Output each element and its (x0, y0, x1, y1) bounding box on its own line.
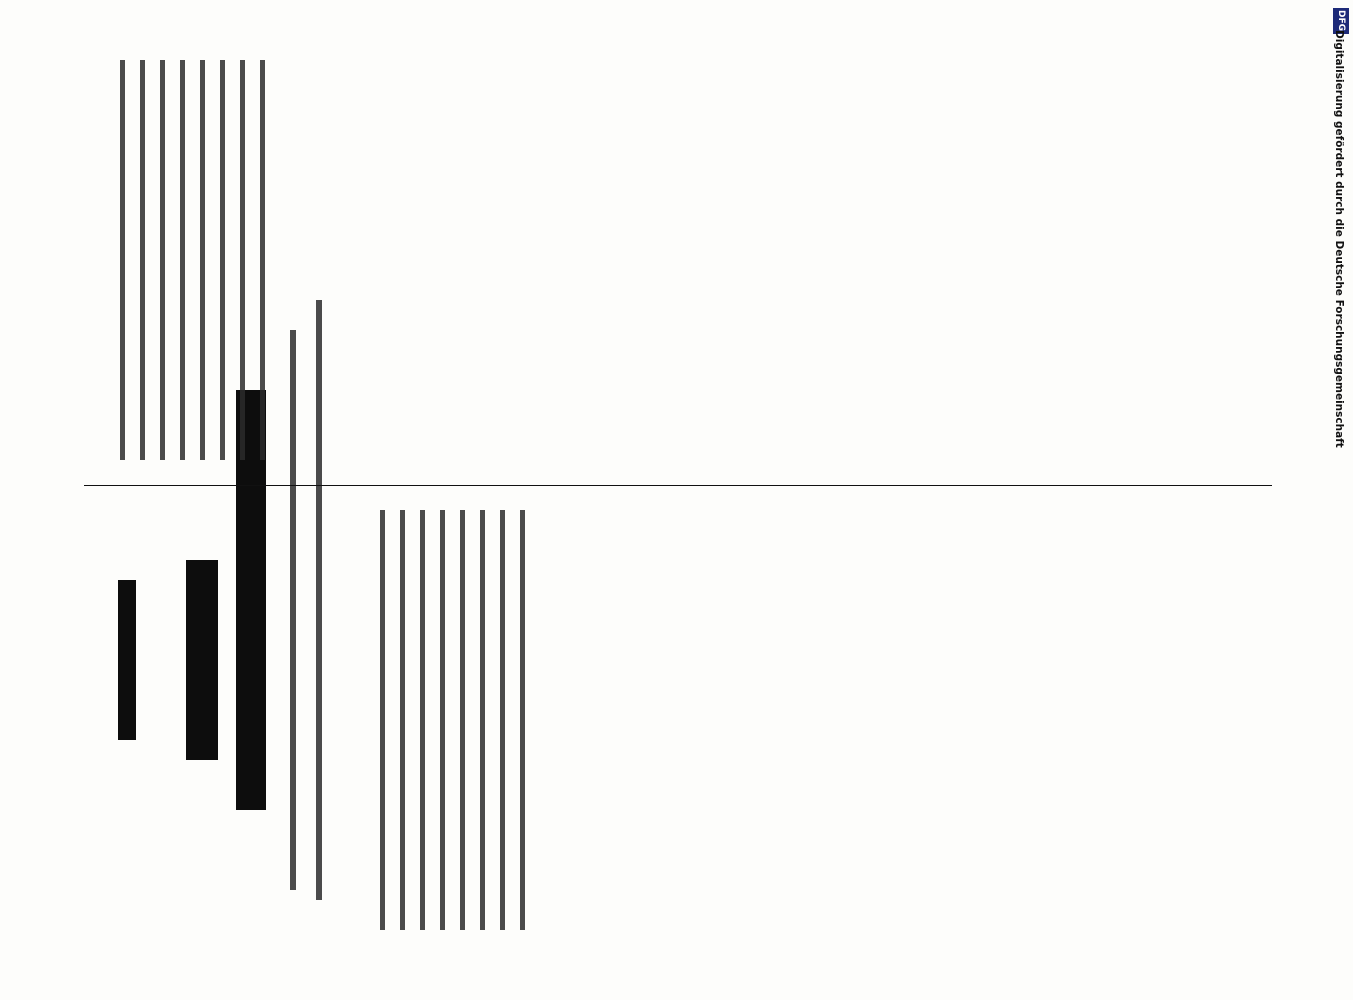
text-line (140, 60, 145, 460)
text-line (220, 60, 225, 460)
text-line (480, 510, 485, 930)
text-line (500, 510, 505, 930)
heading-block (186, 560, 218, 760)
text-line (180, 60, 185, 460)
digitization-note: Digitalisierung gefördert durch die Deutsche Forschungsgemeinschaft (1333, 30, 1345, 448)
text-line (440, 510, 445, 930)
text-line (120, 60, 125, 460)
text-line (400, 510, 405, 930)
text-line (240, 60, 245, 460)
text-line (160, 60, 165, 460)
text-line (420, 510, 425, 930)
text-line (260, 60, 265, 460)
column-divider (84, 485, 1272, 486)
text-line (380, 510, 385, 930)
heading-block (118, 580, 136, 740)
text-line (290, 330, 296, 890)
text-line (316, 300, 322, 900)
text-line (460, 510, 465, 930)
text-line (520, 510, 525, 930)
text-line (200, 60, 205, 460)
dfg-logo: DFG (1333, 8, 1349, 34)
